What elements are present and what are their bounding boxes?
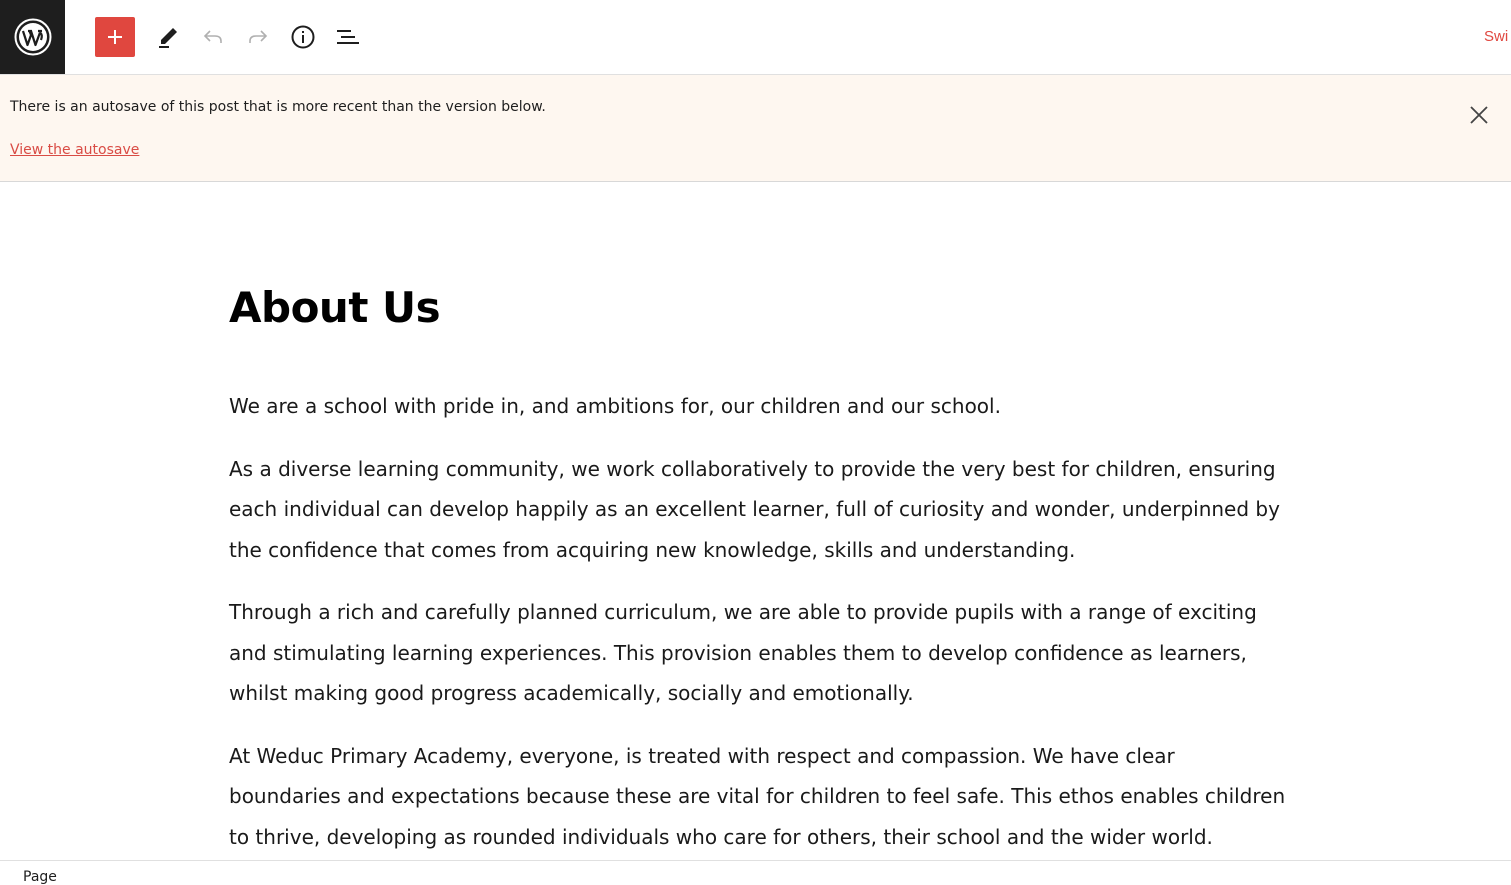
editor-canvas bbox=[229, 182, 1289, 857]
paragraph-block[interactable]: At Weduc Primary Academy, everyone, is treated with respect and compassion. We have clear boundaries and expectations because these are vital for children to feel safe. This ethos enables children to thrive, developing as rounded individuals who care for others, their school and the wider world. bbox=[229, 743, 1286, 849]
paragraph-block[interactable]: Through a rich and carefully planned curriculum, we are able to provide pupils with a range of exciting and stimulating learning experiences. This provision enables them to develop confidence as learners, whilst making good progress academically, socially and emotionally. bbox=[229, 600, 1257, 705]
paragraph-block[interactable]: We are a school with pride in, and ambitions for, our children and our school. bbox=[229, 394, 1001, 418]
breadcrumb[interactable]: Page bbox=[23, 869, 57, 885]
paragraph-block[interactable]: As a diverse learning community, we work collaboratively to provide the very best for children, ensuring each individual can develop happily as an excellent learner, full of curiosity and wonder, underpinned by the confidence that comes from acquiring new knowledge, skills and understanding. bbox=[229, 456, 1280, 562]
undo-button[interactable] bbox=[193, 17, 233, 57]
wordpress-icon bbox=[14, 18, 52, 56]
notice-close-button[interactable] bbox=[1464, 100, 1494, 130]
redo-button[interactable] bbox=[238, 17, 278, 57]
pencil-icon bbox=[156, 25, 180, 49]
switch-to-draft-link[interactable]: Swi bbox=[1484, 28, 1509, 45]
details-button[interactable] bbox=[283, 17, 323, 57]
tools-button[interactable] bbox=[148, 17, 188, 57]
list-view-icon bbox=[335, 24, 361, 50]
add-block-button[interactable] bbox=[95, 17, 135, 57]
info-icon bbox=[290, 24, 316, 50]
list-view-button[interactable] bbox=[328, 17, 368, 57]
view-autosave-link[interactable]: View the autosave bbox=[10, 142, 140, 158]
plus-icon bbox=[106, 28, 124, 46]
undo-icon bbox=[201, 25, 225, 49]
redo-icon bbox=[246, 25, 270, 49]
close-icon bbox=[1468, 104, 1490, 126]
wordpress-logo-button[interactable] bbox=[0, 0, 65, 74]
page-title[interactable]: About Us bbox=[229, 283, 441, 332]
autosave-notice bbox=[0, 75, 1511, 182]
editor-footer bbox=[0, 860, 1511, 884]
editor-header bbox=[0, 0, 1511, 75]
notice-message: There is an autosave of this post that is more recent than the version below. bbox=[10, 99, 546, 115]
